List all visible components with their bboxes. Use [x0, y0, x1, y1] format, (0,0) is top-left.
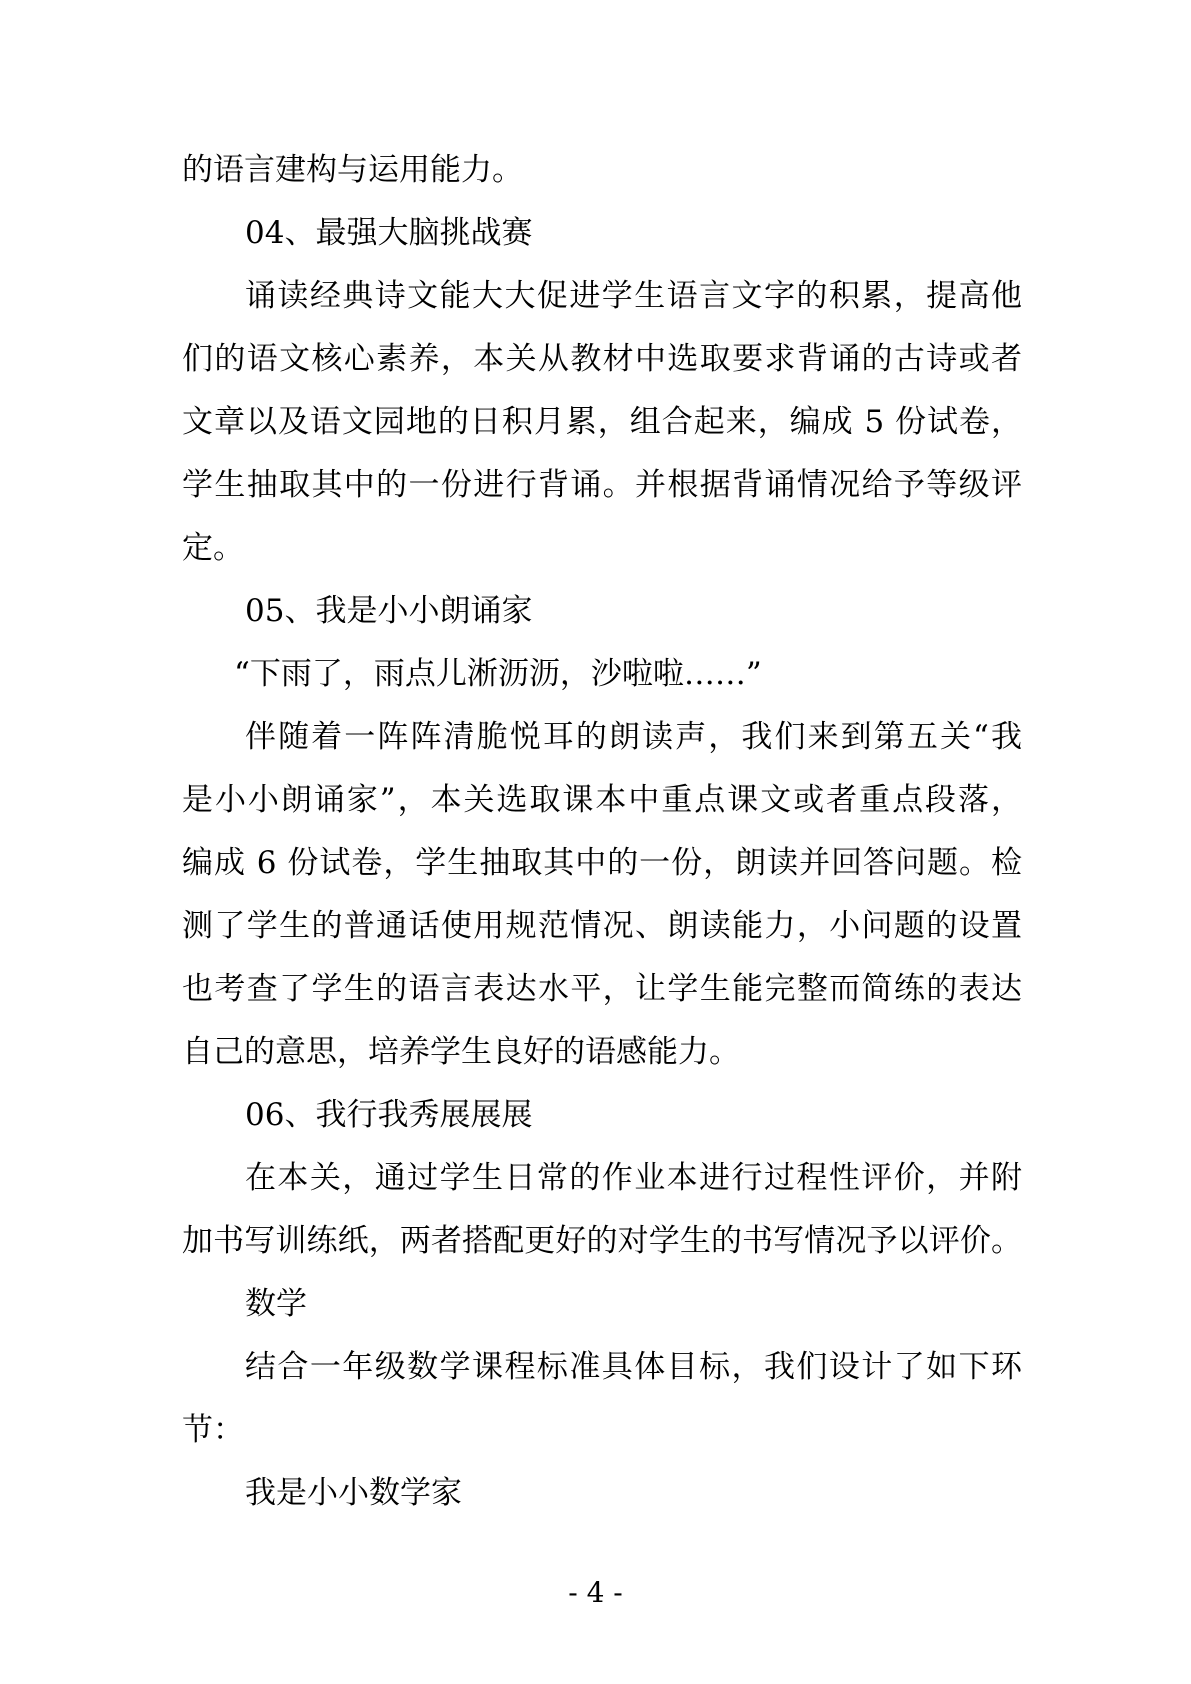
paragraph-line: 加书写训练纸，两者搭配更好的对学生的书写情况予以评价。: [182, 1223, 1022, 1259]
paragraph-line: 诵读经典诗文能大大促进学生语言文字的积累，提高他: [245, 278, 1022, 314]
paragraph-line: 们的语文核心素养，本关从教材中选取要求背诵的古诗或者: [182, 341, 1022, 377]
section-heading-math-activity: 我是小小数学家: [245, 1475, 462, 1511]
paragraph-line: 编成 6 份试卷，学生抽取其中的一份，朗读并回答问题。检: [182, 845, 1022, 881]
paragraph-line: 自己的意思，培养学生良好的语感能力。: [182, 1034, 740, 1070]
section-heading-04: 04、最强大脑挑战赛: [245, 215, 533, 251]
paragraph-line: 伴随着一阵阵清脆悦耳的朗读声，我们来到第五关“我: [245, 719, 1022, 755]
paragraph-line: 测了学生的普通话使用规范情况、朗读能力，小问题的设置: [182, 908, 1022, 944]
paragraph-line: 定。: [182, 530, 244, 566]
paragraph-line: 文章以及语文园地的日积月累，组合起来，编成 5 份试卷，: [182, 404, 1022, 440]
paragraph-line: 节：: [182, 1412, 244, 1448]
paragraph-line: 学生抽取其中的一份进行背诵。并根据背诵情况给予等级评: [182, 467, 1022, 503]
page-number: - 4 -: [568, 1576, 623, 1609]
paragraph-line: 在本关，通过学生日常的作业本进行过程性评价，并附: [245, 1160, 1022, 1196]
section-heading-05: 05、我是小小朗诵家: [245, 593, 533, 629]
subject-heading-math: 数学: [245, 1286, 307, 1322]
paragraph-line: 的语言建构与运用能力。: [182, 152, 523, 188]
quote-line: “下雨了，雨点儿淅沥沥，沙啦啦……”: [234, 656, 762, 692]
paragraph-line: 也考查了学生的语言表达水平，让学生能完整而简练的表达: [182, 971, 1022, 1007]
paragraph-line: 结合一年级数学课程标准具体目标，我们设计了如下环: [245, 1349, 1022, 1385]
document-body: [182, 139, 1022, 1525]
paragraph-line: 是小小朗诵家”，本关选取课本中重点课文或者重点段落，: [182, 782, 1022, 818]
section-heading-06: 06、我行我秀展展展: [245, 1097, 533, 1133]
